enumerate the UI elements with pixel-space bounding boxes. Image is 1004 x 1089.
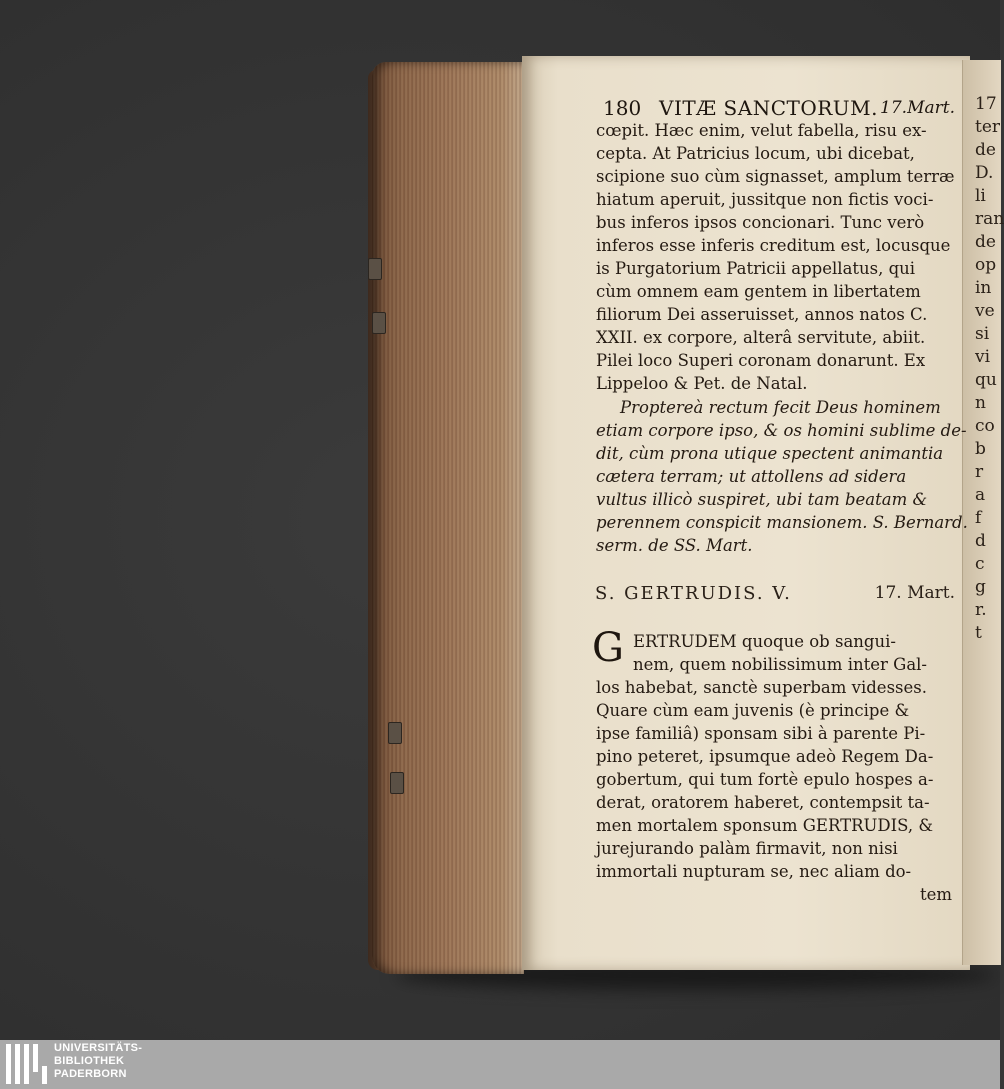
next-page-fragment: t xyxy=(975,623,982,643)
page-number: 180 xyxy=(603,96,642,120)
page-header xyxy=(603,96,955,122)
text-line: hiatum aperuit, jussitque non fictis voci- xyxy=(596,190,934,209)
text-line: Quare cùm eam juvenis (è principe & xyxy=(596,701,910,720)
next-page-fragment: li xyxy=(975,186,986,206)
text-line: pino peteret, ipsumque adeò Regem Da- xyxy=(596,747,934,766)
next-page-fragment: a xyxy=(975,485,986,505)
library-logo-icon xyxy=(6,1044,48,1084)
clasp-icon xyxy=(388,722,402,744)
next-page-fragment: c xyxy=(975,554,985,574)
next-page-fragment: vi xyxy=(975,347,991,367)
text-line: Pilei loco Superi coronam donarunt. Ex xyxy=(596,351,926,370)
text-line: etiam corpore ipso, & os homini sublime de- xyxy=(596,421,967,440)
text-line: men mortalem sponsum GERTRUDIS, & xyxy=(596,816,934,835)
text-line: cepta. At Patricius locum, ubi dicebat, xyxy=(596,144,915,163)
next-page-fragment: op xyxy=(975,255,997,275)
header-date: 17.Mart. xyxy=(880,98,955,118)
text-line: ERTRUDEM quoque ob sangui- xyxy=(633,632,896,651)
logo-line: BIBLIOTHEK xyxy=(54,1055,125,1067)
text-line: Proptereà rectum fecit Deus hominem xyxy=(620,398,941,417)
text-line: cætera terram; ut attollens ad sidera xyxy=(596,467,907,486)
clasp-icon xyxy=(368,258,382,280)
section-title xyxy=(595,583,955,609)
library-logo-text xyxy=(54,1042,142,1081)
text-line: cùm omnem eam gentem in libertatem xyxy=(596,282,921,301)
text-line: is Purgatorium Patricii appellatus, qui xyxy=(596,259,916,278)
text-line: serm. de SS. Mart. xyxy=(596,536,753,555)
drop-cap: G xyxy=(592,625,624,671)
text-line: Lippeloo & Pet. de Natal. xyxy=(596,374,808,393)
next-page-fragment: in xyxy=(975,278,992,298)
text-line: jurejurando palàm firmavit, non nisi xyxy=(596,839,898,858)
next-page-fragment: de xyxy=(975,140,996,160)
clasp-icon xyxy=(372,312,386,334)
next-page-fragment: ter xyxy=(975,117,1001,137)
next-page-fragment: qu xyxy=(975,370,997,390)
text-line: los habebat, sanctè superbam videsses. xyxy=(596,678,927,697)
next-page-fragment: de xyxy=(975,232,996,252)
text-line: gobertum, qui tum fortè epulo hospes a- xyxy=(596,770,934,789)
next-page-fragment: r xyxy=(975,462,984,482)
text-line: nem, quem nobilissimum inter Gal- xyxy=(633,655,928,674)
text-line: dit, cùm prona utique spectent animantia xyxy=(596,444,944,463)
logo-line: PADERBORN xyxy=(54,1068,127,1080)
next-page-fragment: ran xyxy=(975,209,1004,229)
text-line: bus inferos ipsos concionari. Tunc verò xyxy=(596,213,925,232)
running-title: VITÆ SANCTORUM. xyxy=(659,96,878,120)
text-line: scipione suo cùm signasset, amplum terræ xyxy=(596,167,955,186)
text-line: perennem conspicit mansionem. S. Bernard. xyxy=(596,513,968,532)
next-page-fragment: r. xyxy=(975,600,987,620)
next-page-fragment: d xyxy=(975,531,986,551)
text-line: cœpit. Hæc enim, velut fabella, risu ex- xyxy=(596,121,927,140)
book-page-edges xyxy=(372,62,524,974)
next-page-fragment: ve xyxy=(975,301,995,321)
section-date: 17. Mart. xyxy=(874,583,955,603)
logo-line: UNIVERSITÄTS- xyxy=(54,1042,143,1054)
next-page-fragment: n xyxy=(975,393,986,413)
next-page-fragment: g xyxy=(975,577,986,597)
text-line: XXII. ex corpore, alterâ servitute, abiit. xyxy=(596,328,926,347)
next-page-fragment: 17 xyxy=(975,94,997,114)
footer-bar xyxy=(0,1040,1000,1089)
text-line: immortali nupturam se, nec aliam do- xyxy=(596,862,912,881)
next-page-fragment: f xyxy=(975,508,982,528)
text-line: tem xyxy=(920,885,953,904)
text-line: ipse familiâ) sponsam sibi à parente Pi- xyxy=(596,724,926,743)
next-page-fragment: b xyxy=(975,439,986,459)
text-line: derat, oratorem haberet, contempsit ta- xyxy=(596,793,930,812)
next-page-fragment: si xyxy=(975,324,990,344)
next-page-fragment: co xyxy=(975,416,995,436)
text-line: filiorum Dei asseruisset, annos natos C. xyxy=(596,305,928,324)
text-line: vultus illicò suspiret, ubi tam beatam & xyxy=(596,490,928,509)
text-line: inferos esse inferis creditum est, locusque xyxy=(596,236,951,255)
next-page-fragment: D. xyxy=(975,163,994,183)
section-name: S. GERTRUDIS. V. xyxy=(595,583,792,604)
clasp-icon xyxy=(390,772,404,794)
